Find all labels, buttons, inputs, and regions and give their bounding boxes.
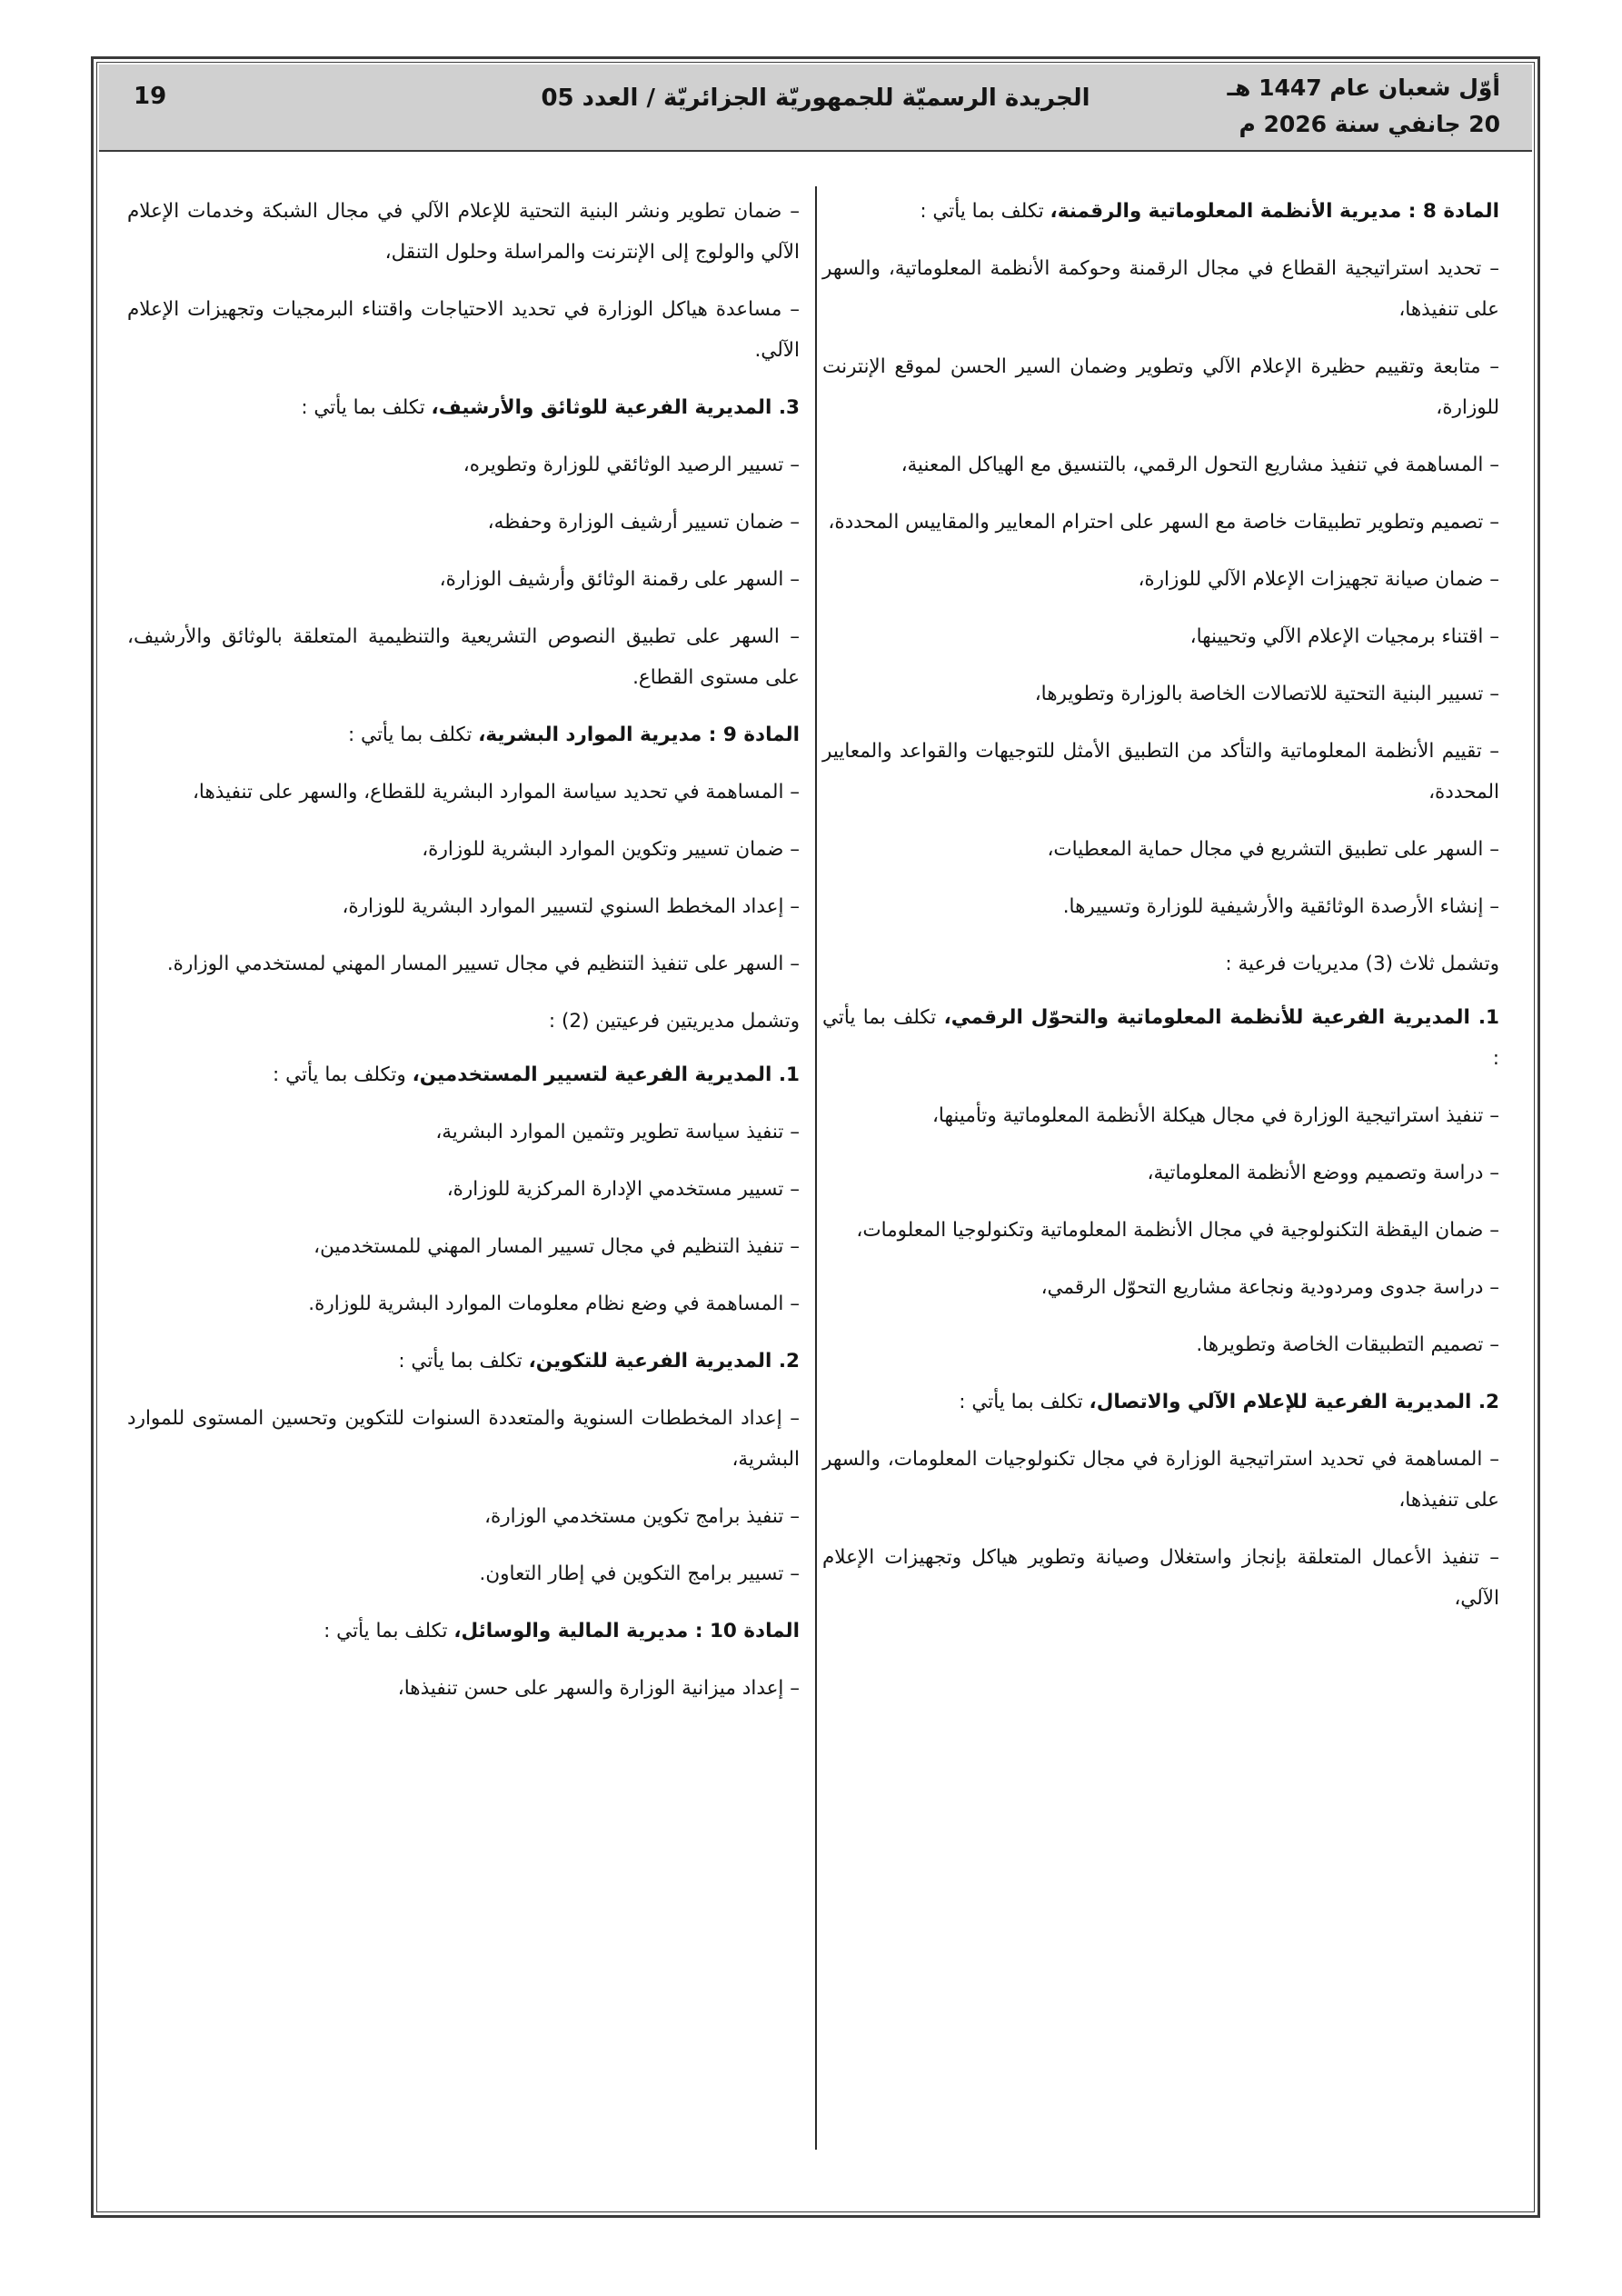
list-item: – متابعة وتقييم حظيرة الإعلام الآلي وتطوير وضمان السير الحسن لموقع الإنترنت للوزارة، bbox=[822, 355, 1499, 419]
list-item: – المساهمة في تحديد استراتيجية الوزارة في مجال تكنولوجيات المعلومات، والسهر على تنفيذها، bbox=[822, 1448, 1499, 1512]
subdirectorate-3-intro: تكلف بما يأتي : bbox=[301, 396, 425, 419]
page-number: 19 bbox=[134, 83, 167, 110]
article-8 bbox=[822, 191, 1499, 232]
subdirectorate-3 bbox=[127, 387, 800, 428]
list-item: – تصميم التطبيقات الخاصة وتطويرها. bbox=[1196, 1333, 1499, 1356]
header-date-gregorian: 20 جانفي سنة 2026 م bbox=[1239, 111, 1500, 137]
list-item: – ضمان تسيير وتكوين الموارد البشرية للوزارة، bbox=[422, 838, 800, 861]
list-item: – تسيير مستخدمي الإدارة المركزية للوزارة، bbox=[446, 1178, 800, 1201]
subdirectorate-1-intro: تكلف بما يأتي : bbox=[822, 1006, 1499, 1070]
list-item: – تقييم الأنظمة المعلوماتية والتأكد من التطبيق الأمثل للتوجيهات والقواعد والمعايير المحددة، bbox=[822, 740, 1499, 804]
list-item: – تصميم وتطوير تطبيقات خاصة مع السهر على احترام المعايير والمقاييس المحددة، bbox=[828, 511, 1499, 534]
hr-subdirectorate-1-intro: وتكلف بما يأتي : bbox=[273, 1063, 406, 1086]
list-item: – مساعدة هياكل الوزارة في تحديد الاحتياجات واقتناء البرمجيات وتجهيزات الإعلام الآلي. bbox=[127, 298, 800, 362]
right-column bbox=[822, 191, 1499, 1635]
subdirectorate-1 bbox=[822, 997, 1499, 1079]
article-8-title: المادة 8 : مديرية الأنظمة المعلوماتية والرقمنة، bbox=[1050, 200, 1499, 223]
article-9-sub-intro: وتشمل مديريتين فرعيتين (2) : bbox=[548, 1010, 800, 1033]
list-item: – إعداد ميزانية الوزارة والسهر على حسن تنفيذها، bbox=[397, 1677, 800, 1700]
list-item: – إعداد المخطط السنوي لتسيير الموارد البشرية للوزارة، bbox=[342, 895, 800, 918]
list-item: – تنفيذ التنظيم في مجال تسيير المسار المهني للمستخدمين، bbox=[313, 1235, 800, 1258]
hr-subdirectorate-2-intro: تكلف بما يأتي : bbox=[398, 1350, 522, 1373]
list-item: – ضمان اليقظة التكنولوجية في مجال الأنظمة المعلوماتية وتكنولوجيا المعلومات، bbox=[856, 1219, 1499, 1242]
list-item: – تسيير الرصيد الوثائقي للوزارة وتطويره، bbox=[463, 454, 800, 476]
article-8-sub-intro: وتشمل ثلاث (3) مديريات فرعية : bbox=[1225, 953, 1499, 975]
hr-subdirectorate-1-title: 1. المديرية الفرعية لتسيير المستخدمين، bbox=[412, 1063, 800, 1086]
article-10-title: المادة 10 : مديرية المالية والوسائل، bbox=[453, 1620, 800, 1642]
list-item: – المساهمة في تنفيذ مشاريع التحول الرقمي، بالتنسيق مع الهياكل المعنية، bbox=[901, 454, 1499, 476]
header-date-hijri: أوّل شعبان عام 1447 هـ bbox=[1227, 75, 1500, 101]
article-8-intro: تكلف بما يأتي : bbox=[920, 200, 1044, 223]
list-item: – تسيير البنية التحتية للاتصالات الخاصة بالوزارة وتطويرها، bbox=[1034, 683, 1499, 705]
list-item: – تحديد استراتيجية القطاع في مجال الرقمنة وحوكمة الأنظمة المعلوماتية، والسهر على تنفيذها، bbox=[822, 257, 1499, 321]
list-item: – اقتناء برمجيات الإعلام الآلي وتحيينها، bbox=[1189, 625, 1499, 648]
page-header bbox=[99, 65, 1532, 152]
subdirectorate-3-title: 3. المديرية الفرعية للوثائق والأرشيف، bbox=[431, 396, 800, 419]
list-item: – ضمان تطوير ونشر البنية التحتية للإعلام الآلي في مجال الشبكة وخدمات الإعلام الآلي والولوج إلى الإنترنت والمراسلة وحلول التنقل، bbox=[127, 200, 800, 264]
subdirectorate-2-title: 2. المديرية الفرعية للإعلام الآلي والاتصال، bbox=[1089, 1391, 1499, 1413]
list-item: – إعداد المخططات السنوية والمتعددة السنوات للتكوين وتحسين المستوى للموارد البشرية، bbox=[127, 1407, 800, 1471]
list-item: – المساهمة في وضع نظام معلومات الموارد البشرية للوزارة. bbox=[308, 1293, 800, 1315]
article-9-intro: تكلف بما يأتي : bbox=[347, 724, 473, 746]
hr-subdirectorate-1 bbox=[127, 1054, 800, 1095]
list-item: – دراسة وتصميم ووضع الأنظمة المعلوماتية، bbox=[1147, 1162, 1499, 1184]
subdirectorate-2-intro: تكلف بما يأتي : bbox=[959, 1391, 1083, 1413]
list-item: – المساهمة في تحديد سياسة الموارد البشرية للقطاع، والسهر على تنفيذها، bbox=[192, 781, 800, 804]
list-item: – تسيير برامج التكوين في إطار التعاون. bbox=[479, 1562, 800, 1585]
list-item: – دراسة جدوى ومردودية ونجاعة مشاريع التحوّل الرقمي، bbox=[1040, 1276, 1499, 1299]
list-item: – السهر على تطبيق النصوص التشريعية والتنظيمية المتعلقة بالوثائق والأرشيف، على مستوى القطاع. bbox=[127, 625, 800, 689]
list-item: – ضمان صيانة تجهيزات الإعلام الآلي للوزارة، bbox=[1138, 568, 1499, 591]
list-item: – ضمان تسيير أرشيف الوزارة وحفظه، bbox=[487, 511, 800, 534]
hr-subdirectorate-2 bbox=[127, 1341, 800, 1382]
header-title: الجريدة الرسميّة للجمهوريّة الجزائريّة / العدد 05 bbox=[541, 85, 1090, 112]
list-item: – السهر على رقمنة الوثائق وأرشيف الوزارة، bbox=[439, 568, 800, 591]
list-item: – تنفيذ استراتيجية الوزارة في مجال هيكلة الأنظمة المعلوماتية وتأمينها، bbox=[931, 1104, 1499, 1127]
article-9-title: المادة 9 : مديرية الموارد البشرية، bbox=[478, 724, 800, 746]
list-item: – تنفيذ برامج تكوين مستخدمي الوزارة، bbox=[484, 1505, 800, 1528]
list-item: – تنفيذ الأعمال المتعلقة بإنجاز واستغلال وصيانة وتطوير هياكل وتجهيزات الإعلام الآلي، bbox=[822, 1546, 1499, 1610]
article-10 bbox=[127, 1611, 800, 1652]
subdirectorate-2 bbox=[822, 1382, 1499, 1423]
list-item: – إنشاء الأرصدة الوثائقية والأرشيفية للوزارة وتسييرها. bbox=[1062, 895, 1499, 918]
hr-subdirectorate-2-title: 2. المديرية الفرعية للتكوين، bbox=[528, 1350, 800, 1373]
list-item: – السهر على تطبيق التشريع في مجال حماية المعطيات، bbox=[1047, 838, 1499, 861]
list-item: – السهر على تنفيذ التنظيم في مجال تسيير المسار المهني لمستخدمي الوزارة. bbox=[166, 953, 800, 975]
article-10-intro: تكلف بما يأتي : bbox=[323, 1620, 448, 1642]
column-divider bbox=[815, 186, 817, 2150]
list-item: – تنفيذ سياسة تطوير وتثمين الموارد البشرية، bbox=[435, 1121, 800, 1143]
left-column bbox=[127, 191, 800, 1725]
subdirectorate-1-title: 1. المديرية الفرعية للأنظمة المعلوماتية والتحوّل الرقمي، bbox=[943, 1006, 1499, 1029]
article-9 bbox=[127, 714, 800, 755]
